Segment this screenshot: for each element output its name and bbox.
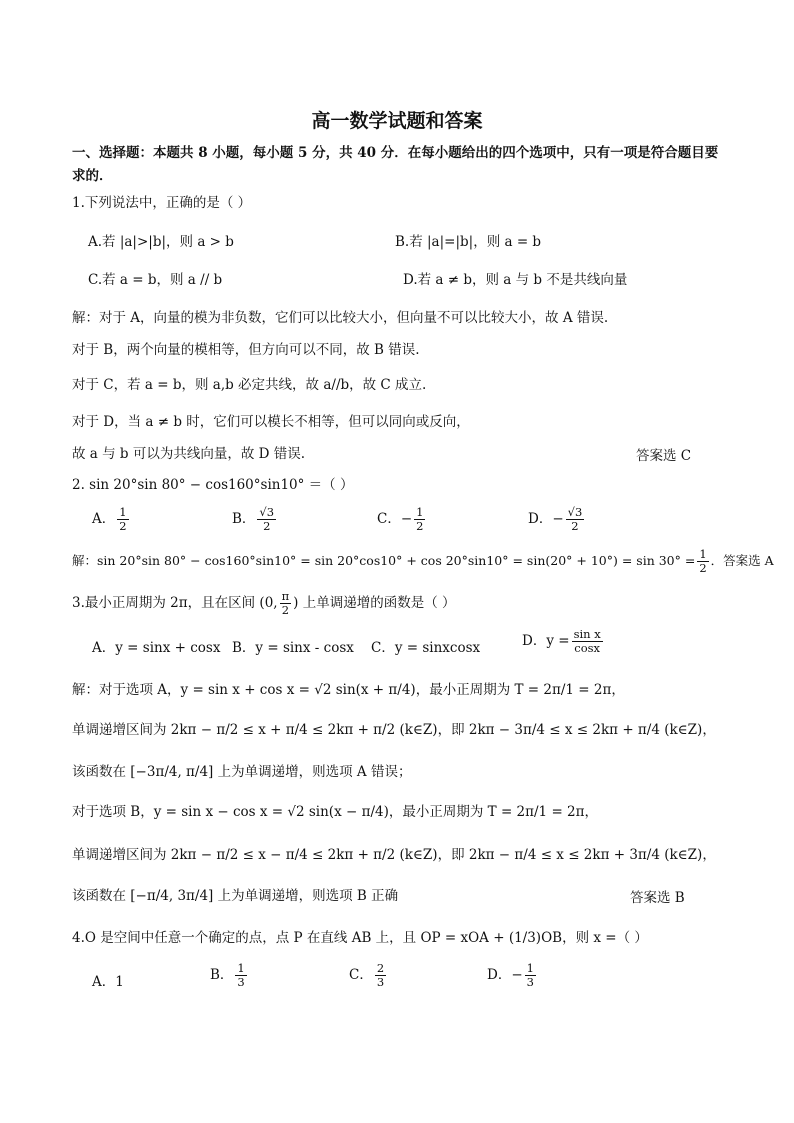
q1-answer: 答案选 C [636, 448, 692, 464]
q3-option-d-label: D．y = [522, 633, 570, 649]
q3-solution-line-6: 该函数在 [−π/4, 3π/4] 上为单调递增，则选项 B 正确 [72, 888, 399, 904]
q2-option-b-fraction [257, 506, 276, 533]
q3-option-c: C．y = sinxcosx [371, 640, 481, 656]
q3-stem-fraction [280, 590, 292, 617]
q2-option-b-label: B． [232, 511, 256, 527]
q4-option-d-fraction [525, 962, 536, 989]
q3-solution-line-2: 单调递增区间为 2kπ − π/2 ≤ x + π/4 ≤ 2kπ + π/2 (k∈Z)，即 2kπ − 3π/4 ≤ x ≤ 2kπ + π/4 (k∈Z)， [72, 722, 716, 738]
q2-option-d-label: D．− [528, 511, 564, 527]
q4-option-d-label: D．− [487, 967, 523, 983]
q2-option-c-label: C．− [377, 511, 413, 527]
q2-option-b [232, 506, 278, 533]
q1-stem: 1.下列说法中，正确的是（ ） [72, 195, 252, 211]
numerator: √3 [259, 505, 275, 519]
q4-option-d [487, 962, 538, 989]
q2-option-c-fraction [414, 506, 425, 533]
q2-solution [72, 548, 774, 575]
q2-option-d-fraction [566, 506, 585, 533]
q2-option-d [528, 506, 586, 533]
denominator: 2 [263, 519, 271, 533]
q2-solution-fraction [697, 548, 708, 575]
q2-option-a [92, 506, 131, 533]
numerator: 1 [119, 505, 127, 519]
denominator: 2 [281, 603, 290, 617]
q1-option-c: C.若 a = b，则 a // b [88, 272, 223, 288]
q3-answer: 答案选 B [630, 890, 685, 906]
q2-option-c [377, 506, 427, 533]
q4-option-b [210, 962, 249, 989]
q3-option-d [522, 628, 605, 655]
q1-option-b: B.若 |a|=|b|，则 a = b [395, 234, 542, 250]
q1-solution-line-2: 对于 B，两个向量的模相等，但方向可以不同，故 B 错误. [72, 342, 420, 358]
numerator: 1 [237, 961, 245, 975]
q1-solution-line-4: 对于 D，当 a ≠ b 时，它们可以模长不相等，但可以同向或反向， [72, 414, 470, 430]
section-header-cont: 求的． [72, 168, 113, 184]
q3-option-a: A．y = sinx + cosx [92, 640, 221, 656]
q3-solution-line-4: 对于选项 B，y = sin x − cos x = √2 sin(x − π/4)，最小正周期为 T = 2π/1 = 2π， [72, 804, 599, 820]
denominator: 3 [237, 975, 245, 989]
q3-stem-end: ) 上单调递增的函数是（ ） [293, 595, 456, 611]
q4-stem: 4.O 是空间中任意一个确定的点，点 P 在直线 AB 上，且 OP = xOA + (1/3)OB，则 x =（ ） [72, 930, 648, 946]
q2-option-a-label: A． [92, 511, 116, 527]
q2-solution-answer: ．答案选 A [710, 553, 774, 568]
doc-title: 高一数学试题和答案 [311, 110, 483, 132]
q1-solution-line-3: 对于 C，若 a = b，则 a,b 必定共线，故 a//b，故 C 成立. [72, 377, 427, 393]
q4-option-b-label: B． [210, 967, 234, 983]
q3-option-d-fraction [572, 628, 603, 655]
q4-option-a: A．1 [92, 974, 124, 990]
denominator: 2 [571, 519, 579, 533]
numerator: sin x [573, 627, 601, 641]
numerator: √3 [567, 505, 583, 519]
denominator: 2 [416, 519, 424, 533]
denominator: cosx [574, 641, 601, 655]
q1-option-d: D.若 a ≠ b，则 a 与 b 不是共线向量 [403, 272, 628, 288]
q3-stem [72, 590, 456, 617]
q1-solution-line-1: 解：对于 A，向量的模为非负数，它们可以比较大小，但向量不可以比较大小，故 A 错误. [72, 310, 609, 326]
denominator: 2 [119, 519, 127, 533]
q2-stem: 2. sin 20°sin 80° − cos160°sin10° ＝（ ） [72, 477, 354, 493]
q2-solution-text: 解：sin 20°sin 80° − cos160°sin10° = sin 20°cos10° + cos 20°sin10° = sin(20° + 10°) = sin 30° = [72, 553, 696, 568]
denominator: 3 [376, 975, 385, 989]
q4-option-c-fraction [375, 962, 386, 989]
q4-option-b-fraction [235, 962, 246, 989]
q3-solution-line-1: 解：对于选项 A，y = sin x + cos x = √2 sin(x + π/4)，最小正周期为 T = 2π/1 = 2π， [72, 682, 625, 698]
q3-option-b: B．y = sinx - cosx [232, 640, 354, 656]
q4-option-c [349, 962, 388, 989]
numerator: 1 [526, 961, 534, 975]
q1-option-a: A.若 |a|>|b|，则 a > b [88, 234, 234, 250]
numerator: 2 [376, 961, 385, 975]
denominator: 2 [699, 561, 707, 575]
q4-option-c-label: C． [349, 967, 373, 983]
q2-option-a-fraction [117, 506, 128, 533]
section-header: 一、选择题：本题共 8 小题，每小题 5 分，共 40 分．在每小题给出的四个选项中，只有一项是符合题目要 [72, 145, 719, 161]
denominator: 3 [526, 975, 534, 989]
numerator: π [281, 589, 290, 603]
q3-solution-line-5: 单调递增区间为 2kπ − π/2 ≤ x − π/4 ≤ 2kπ + π/2 (k∈Z)，即 2kπ − π/4 ≤ x ≤ 2kπ + 3π/4 (k∈Z)， [72, 847, 716, 863]
q1-solution-line-5: 故 a 与 b 可以为共线向量，故 D 错误. [72, 446, 306, 462]
numerator: 1 [699, 547, 707, 561]
q3-stem-start: 3.最小正周期为 2π，且在区间 (0, [72, 595, 278, 611]
q3-solution-line-3: 该函数在 [−3π/4, π/4] 上为单调递增，则选项 A 错误； [72, 764, 412, 780]
numerator: 1 [416, 505, 424, 519]
